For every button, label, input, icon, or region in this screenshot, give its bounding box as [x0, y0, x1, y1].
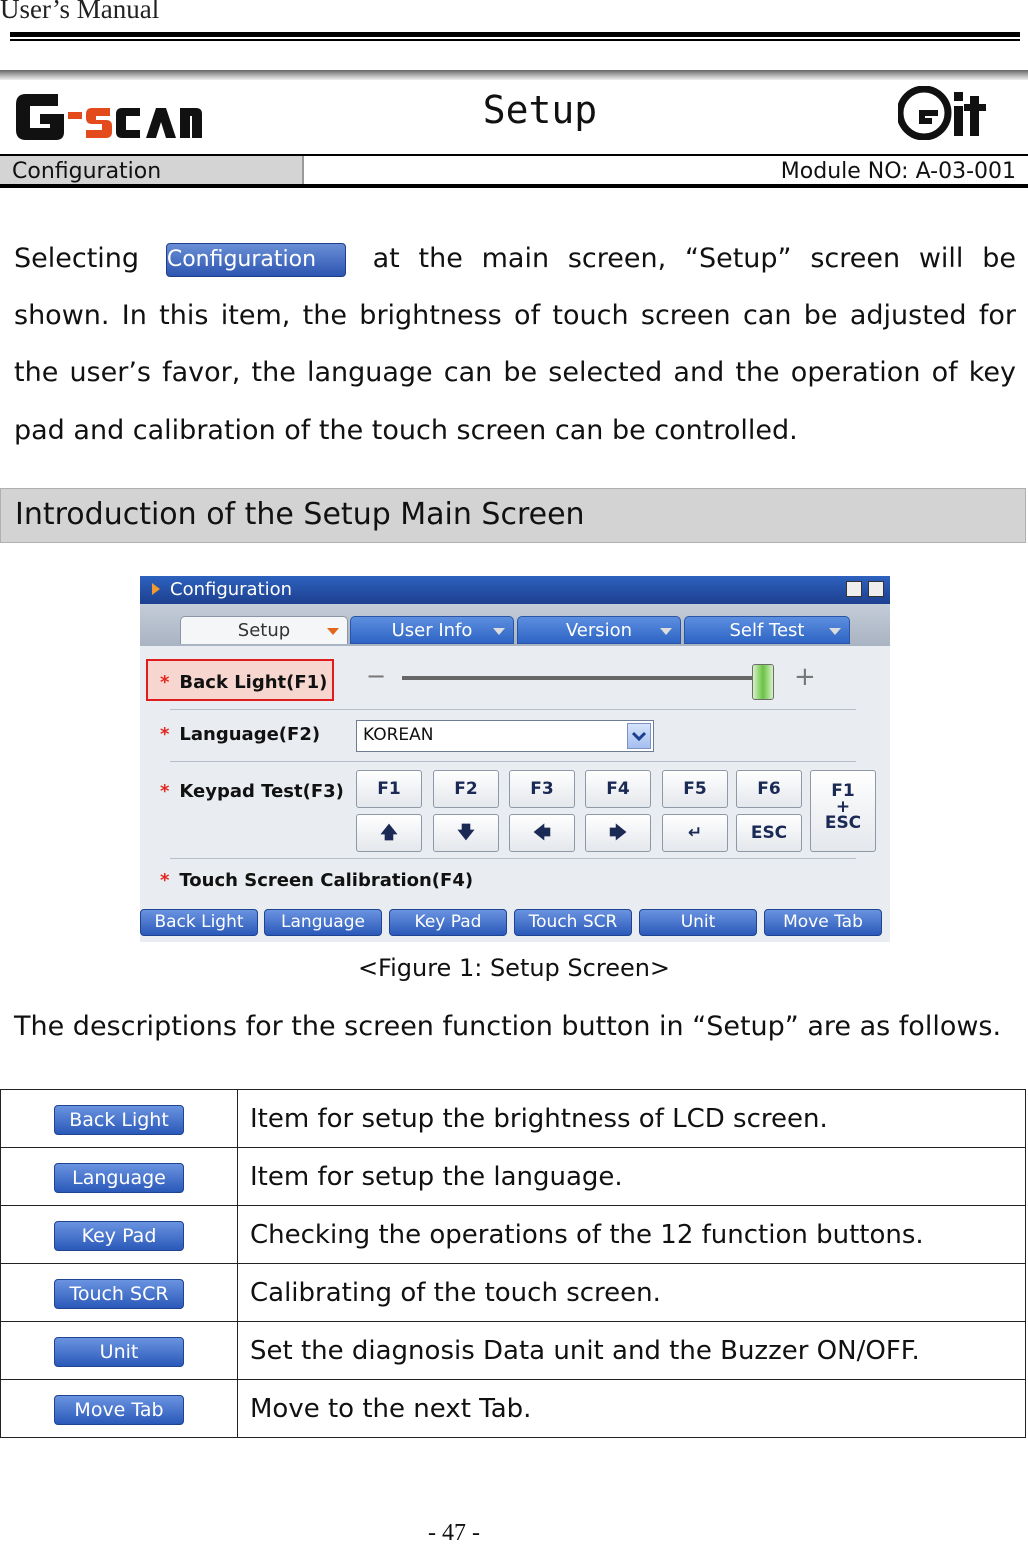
- table-row: [1, 1322, 1026, 1380]
- key-up-arrow-icon[interactable]: 🡅: [356, 814, 422, 852]
- arrow-right-icon: [152, 583, 160, 595]
- dropdown-arrow-icon: [829, 628, 841, 635]
- module-number: Module NO: A-03-001: [780, 159, 1016, 184]
- key-combo-part: ESC: [824, 813, 862, 833]
- key-f1[interactable]: F1: [356, 770, 422, 808]
- touch-calibration-label[interactable]: * Touch Screen Calibration(F4): [160, 870, 474, 891]
- intro-line-1: [14, 230, 1016, 287]
- bullet-star-icon: *: [160, 870, 170, 891]
- section-name-cell: Configuration: [0, 156, 304, 184]
- move-tab-button[interactable]: Move Tab: [764, 909, 882, 936]
- tab-user-info[interactable]: [350, 616, 514, 644]
- key-f2[interactable]: F2: [433, 770, 499, 808]
- back-light-button-image: Back Light: [54, 1105, 184, 1135]
- back-light-button[interactable]: Back Light: [140, 909, 258, 936]
- window-title-bar: [140, 576, 890, 604]
- home-icon[interactable]: [846, 581, 862, 597]
- dropdown-arrow-icon: [327, 628, 339, 635]
- language-label[interactable]: * Language(F2): [160, 724, 321, 745]
- table-cell-description: Item for setup the brightness of LCD screen.: [238, 1090, 1026, 1148]
- intro-text: Selecting: [14, 243, 140, 274]
- table-row: [1, 1206, 1026, 1264]
- key-f1-esc[interactable]: [810, 770, 876, 852]
- tab-label: Version: [565, 620, 633, 641]
- gscan-logo: [12, 86, 204, 144]
- move-tab-button-image: Move Tab: [54, 1395, 184, 1425]
- function-table: [0, 1089, 1026, 1438]
- tab-version[interactable]: [517, 616, 681, 644]
- row-divider: [170, 761, 856, 762]
- window-title: Configuration: [170, 579, 293, 600]
- table-row: [1, 1380, 1026, 1438]
- slider-handle[interactable]: [752, 664, 774, 700]
- tab-label: Self Test: [729, 620, 805, 641]
- tab-label: Setup: [237, 620, 291, 641]
- bullet-star-icon: *: [160, 724, 170, 745]
- page-heading: Setup: [482, 88, 598, 132]
- intro-text: at the main screen, “Setup” screen will be: [372, 243, 1016, 274]
- unit-button-image: Unit: [54, 1337, 184, 1367]
- table-cell-description: Calibrating of the touch screen.: [238, 1264, 1026, 1322]
- key-f5[interactable]: F5: [662, 770, 728, 808]
- bullet-star-icon: *: [160, 781, 170, 802]
- key-enter-icon[interactable]: ↵: [662, 814, 728, 852]
- touch-scr-button[interactable]: Touch SCR: [514, 909, 632, 936]
- header-rule-thick: [10, 32, 1020, 37]
- dropdown-arrow-icon: [493, 628, 505, 635]
- touch-scr-button-image: Touch SCR: [54, 1279, 184, 1309]
- dropdown-arrow-icon: [660, 628, 672, 635]
- language-button-image: Language: [54, 1163, 184, 1193]
- key-right-arrow-icon[interactable]: 🡆: [585, 814, 651, 852]
- key-combo-part: F1: [831, 781, 855, 801]
- intro-line-4: pad and calibration of the touch screen can be controlled.: [14, 415, 798, 446]
- header-rule-thin: [10, 39, 1020, 41]
- intro-line-3: the user’s favor, the language can be selected and the operation of key: [14, 357, 1016, 388]
- key-pad-button-image: Key Pad: [54, 1221, 184, 1251]
- slider-minus-icon[interactable]: −: [366, 662, 387, 690]
- keypad-test-label[interactable]: * Keypad Test(F3): [160, 781, 344, 802]
- table-row: [1, 1148, 1026, 1206]
- row-divider: [170, 709, 856, 710]
- git-logo: [898, 86, 998, 140]
- language-select[interactable]: [356, 720, 654, 752]
- figure-caption: <Figure 1: Setup Screen>: [357, 954, 671, 982]
- key-f4[interactable]: F4: [585, 770, 651, 808]
- key-esc[interactable]: ESC: [736, 814, 802, 852]
- table-cell-description: Item for setup the language.: [238, 1148, 1026, 1206]
- setup-screen-figure: [140, 576, 890, 942]
- section-title: Introduction of the Setup Main Screen: [15, 497, 585, 532]
- table-row: [1, 1090, 1026, 1148]
- configuration-button-image: Configuration: [166, 243, 346, 277]
- row-divider: [170, 858, 856, 859]
- back-light-label[interactable]: * Back Light(F1): [160, 672, 328, 693]
- brightness-slider[interactable]: [402, 676, 752, 680]
- manual-title: User’s Manual: [0, 0, 160, 24]
- table-cell-description: Move to the next Tab.: [238, 1380, 1026, 1438]
- camera-icon[interactable]: [868, 581, 884, 597]
- tab-self-test[interactable]: [684, 616, 850, 644]
- key-f3[interactable]: F3: [509, 770, 575, 808]
- table-cell-description: Set the diagnosis Data unit and the Buzzer ON/OFF.: [238, 1322, 1026, 1380]
- section-header: [0, 488, 1026, 543]
- page-number: - 47 -: [428, 1520, 480, 1546]
- language-value: KOREAN: [363, 725, 434, 745]
- tab-setup[interactable]: [180, 616, 348, 644]
- tab-bar: [140, 604, 890, 646]
- module-info-bar: [0, 154, 1028, 188]
- header-band: [0, 70, 1028, 80]
- slider-plus-icon[interactable]: +: [794, 662, 816, 692]
- language-button[interactable]: Language: [264, 909, 382, 936]
- intro-line-2: shown. In this item, the brightness of touch screen can be adjusted for: [14, 300, 1016, 331]
- tab-label: User Info: [391, 620, 473, 641]
- table-row: [1, 1264, 1026, 1322]
- description-text: The descriptions for the screen function button in “Setup” are as follows.: [14, 1011, 1002, 1042]
- key-f6[interactable]: F6: [736, 770, 802, 808]
- key-left-arrow-icon[interactable]: 🡄: [509, 814, 575, 852]
- key-combo-part: +: [835, 797, 851, 817]
- key-down-arrow-icon[interactable]: 🡇: [433, 814, 499, 852]
- unit-button[interactable]: Unit: [639, 909, 757, 936]
- key-pad-button[interactable]: Key Pad: [389, 909, 507, 936]
- bullet-star-icon: *: [160, 672, 170, 693]
- table-cell-description: Checking the operations of the 12 function buttons.: [238, 1206, 1026, 1264]
- chevron-down-icon[interactable]: [627, 723, 651, 749]
